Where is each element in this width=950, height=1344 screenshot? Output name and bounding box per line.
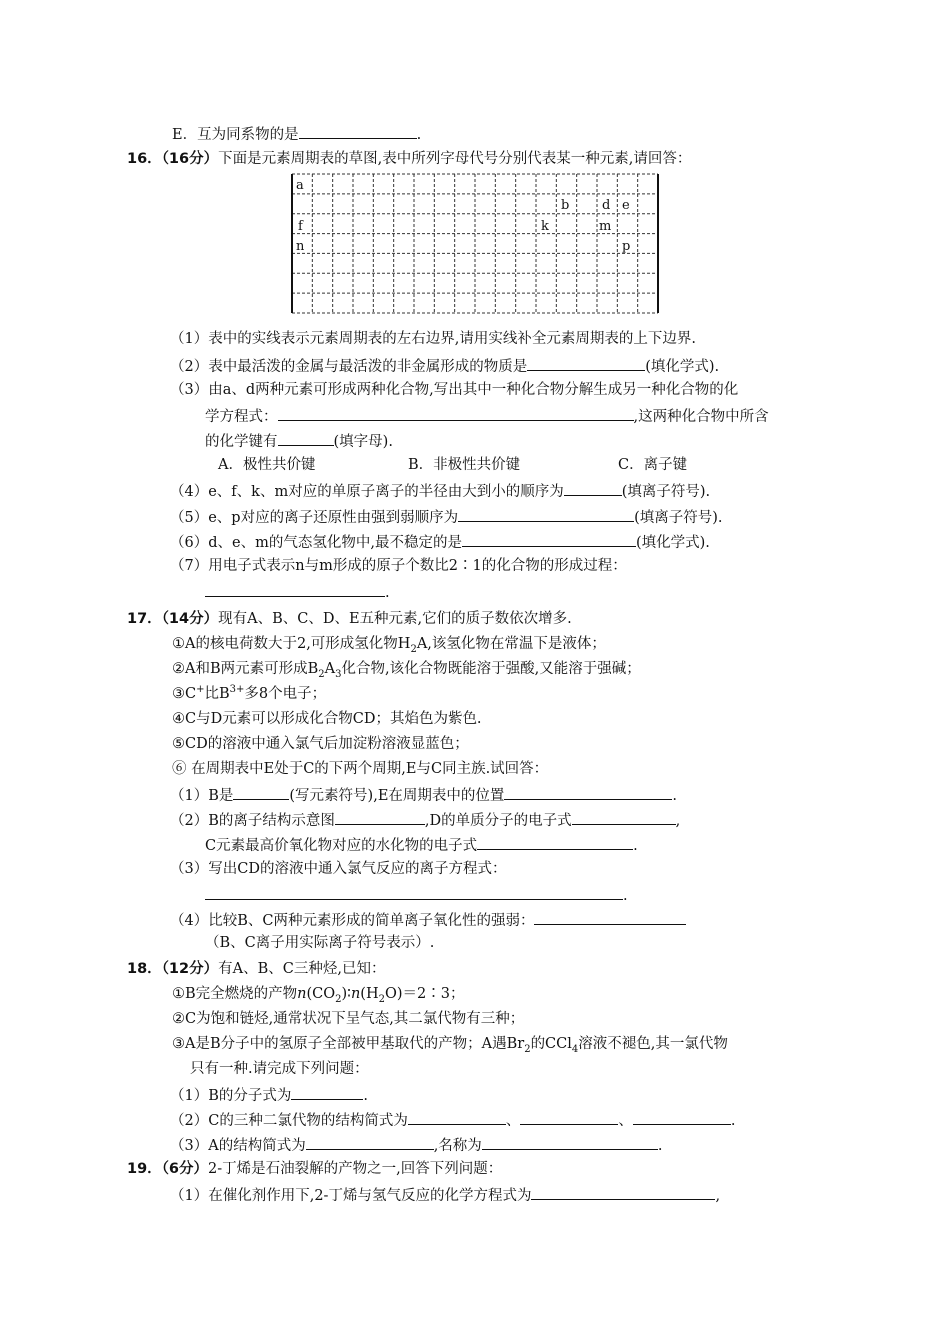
element-f: f bbox=[298, 219, 303, 234]
answer-blank[interactable] bbox=[335, 809, 425, 825]
q16-item-3-bonds: 的化学键有 (填字母). bbox=[205, 430, 393, 452]
q18-condition-2: ②C为饱和链烃,通常状况下呈气态,其二氯代物有三种； bbox=[172, 1011, 525, 1027]
element-a: a bbox=[296, 178, 304, 193]
element-p: p bbox=[622, 239, 631, 254]
q16-item-3: （3）由a、d两种元素可形成两种化合物,写出其中一种化合物分解生成另一种化合物的化 bbox=[170, 382, 739, 398]
question-19-header: 19．（6分）2-丁烯是石油裂解的产物之一,回答下列问题： bbox=[127, 1161, 503, 1177]
q17-answer-3-blank: . bbox=[205, 884, 628, 906]
q16-item-7-answer: . bbox=[205, 581, 390, 603]
q17-answer-3: （3）写出CD的溶液中通入氯气反应的离子方程式： bbox=[170, 861, 507, 877]
periodic-table-sketch bbox=[291, 173, 659, 314]
answer-blank[interactable] bbox=[534, 909, 686, 925]
q18-answer-2: （2）C的三种二氯代物的结构简式为 、 、 . bbox=[170, 1109, 735, 1131]
q15-option-e: E．互为同系物的是 . bbox=[172, 123, 421, 145]
answer-blank[interactable] bbox=[504, 784, 672, 800]
element-m: m bbox=[599, 219, 612, 234]
answer-blank[interactable] bbox=[291, 1084, 363, 1100]
answer-blank[interactable] bbox=[299, 123, 417, 139]
q19-answer-1: （1）在催化剂作用下,2-丁烯与氢气反应的化学方程式为 , bbox=[170, 1184, 720, 1206]
table-grid bbox=[292, 174, 658, 313]
element-n: n bbox=[296, 239, 305, 254]
element-e: e bbox=[622, 198, 630, 213]
q16-item-1: （1）表中的实线表示元素周期表的左右边界,请用实线补全元素周期表的上下边界. bbox=[170, 331, 696, 347]
q16-item-2: （2）表中最活泼的金属与最活泼的非金属形成的物质是 (填化学式). bbox=[170, 355, 719, 377]
q17-condition-1: ①A的核电荷数大于2,可形成氢化物$H_2A$,该氢化物在常温下是液体； bbox=[172, 636, 606, 655]
question-17-header: 17．（14分）现有A、B、C、D、E五种元素,它们的质子数依次增多. bbox=[127, 611, 572, 627]
answer-blank[interactable] bbox=[520, 1109, 618, 1125]
answer-blank[interactable] bbox=[278, 405, 634, 421]
q17-answer-2-cont: C元素最高价氧化物对应的水化物的电子式 . bbox=[205, 834, 638, 856]
answer-blank[interactable] bbox=[531, 1184, 715, 1200]
answer-blank[interactable] bbox=[477, 834, 633, 850]
answer-blank[interactable] bbox=[408, 1109, 506, 1125]
q18-answer-1: （1）B的分子式为 . bbox=[170, 1084, 368, 1106]
q17-answer-4: （4）比较B、C两种元素形成的简单离子氧化性的强弱： bbox=[170, 909, 686, 931]
q17-condition-6: ⑥ 在周期表中E处于C的下两个周期,E与C同主族.试回答： bbox=[172, 761, 549, 777]
q18-condition-3: ③A是B分子中的氢原子全部被甲基取代的产物；A遇$Br_2$的CCl$_4$溶液不褪色,其一氯代物 bbox=[172, 1036, 728, 1055]
q16-item-3-cont: 学方程式： ,这两种化合物中所含 bbox=[205, 405, 769, 427]
element-d: d bbox=[602, 198, 611, 213]
question-18-header: 18．（12分）有A、B、C三种烃,已知： bbox=[127, 961, 386, 977]
q16-item-6: （6）d、e、m的气态氢化物中,最不稳定的是 (填化学式). bbox=[170, 531, 710, 553]
q17-condition-3: ③C+比$B^{3+}$多8个电子； bbox=[172, 684, 327, 702]
q17-condition-4: ④C与D元素可以形成化合物CD；其焰色为紫色. bbox=[172, 711, 482, 727]
element-k: k bbox=[541, 219, 549, 234]
answer-blank[interactable] bbox=[564, 480, 622, 496]
answer-blank[interactable] bbox=[462, 531, 636, 547]
q17-answer-4-note: （B、C离子用实际离子符号表示）. bbox=[205, 935, 435, 951]
q17-answer-1: （1）B是 (写元素符号),E在周期表中的位置 . bbox=[170, 784, 677, 806]
element-b: b bbox=[561, 198, 570, 213]
answer-blank[interactable] bbox=[458, 506, 634, 522]
q16-options: A．极性共价键 B．非极性共价键 C．离子键 bbox=[218, 457, 688, 473]
answer-blank[interactable] bbox=[482, 1134, 658, 1150]
answer-blank[interactable] bbox=[527, 355, 645, 371]
answer-blank[interactable] bbox=[233, 784, 289, 800]
q17-answer-2: （2）B的离子结构示意图 ,D的单质分子的电子式 , bbox=[170, 809, 680, 831]
answer-blank[interactable] bbox=[633, 1109, 731, 1125]
q18-answer-3: （3）A的结构简式为 ,名称为 . bbox=[170, 1134, 662, 1156]
answer-blank[interactable] bbox=[278, 430, 334, 446]
q17-condition-2: ②A和B两元素可形成$B_2A_3$化合物,该化合物既能溶于强酸,又能溶于强碱； bbox=[172, 661, 641, 680]
q16-item-5: （5）e、p对应的离子还原性由强到弱顺序为 (填离子符号). bbox=[170, 506, 723, 528]
q18-condition-1: ①B完全燃烧的产物$n(CO_2)∶n(H_2O)=2∶3$； bbox=[172, 986, 465, 1005]
answer-blank[interactable] bbox=[306, 1134, 434, 1150]
question-16-header: 16．（16分）下面是元素周期表的草图,表中所列字母代号分别代表某一种元素,请回答： bbox=[127, 151, 692, 167]
q16-item-4: （4）e、f、k、m对应的单原子离子的半径由大到小的顺序为 (填离子符号). bbox=[170, 480, 710, 502]
answer-blank[interactable] bbox=[205, 884, 623, 900]
q18-condition-3-cont: 只有一种.请完成下列问题： bbox=[190, 1061, 369, 1077]
answer-blank[interactable] bbox=[572, 809, 676, 825]
q17-condition-5: ⑤CD的溶液中通入氯气后加淀粉溶液显蓝色； bbox=[172, 736, 469, 752]
q16-item-7: （7）用电子式表示n与m形成的原子个数比2∶1的化合物的形成过程： bbox=[170, 558, 627, 574]
answer-blank[interactable] bbox=[205, 581, 385, 597]
